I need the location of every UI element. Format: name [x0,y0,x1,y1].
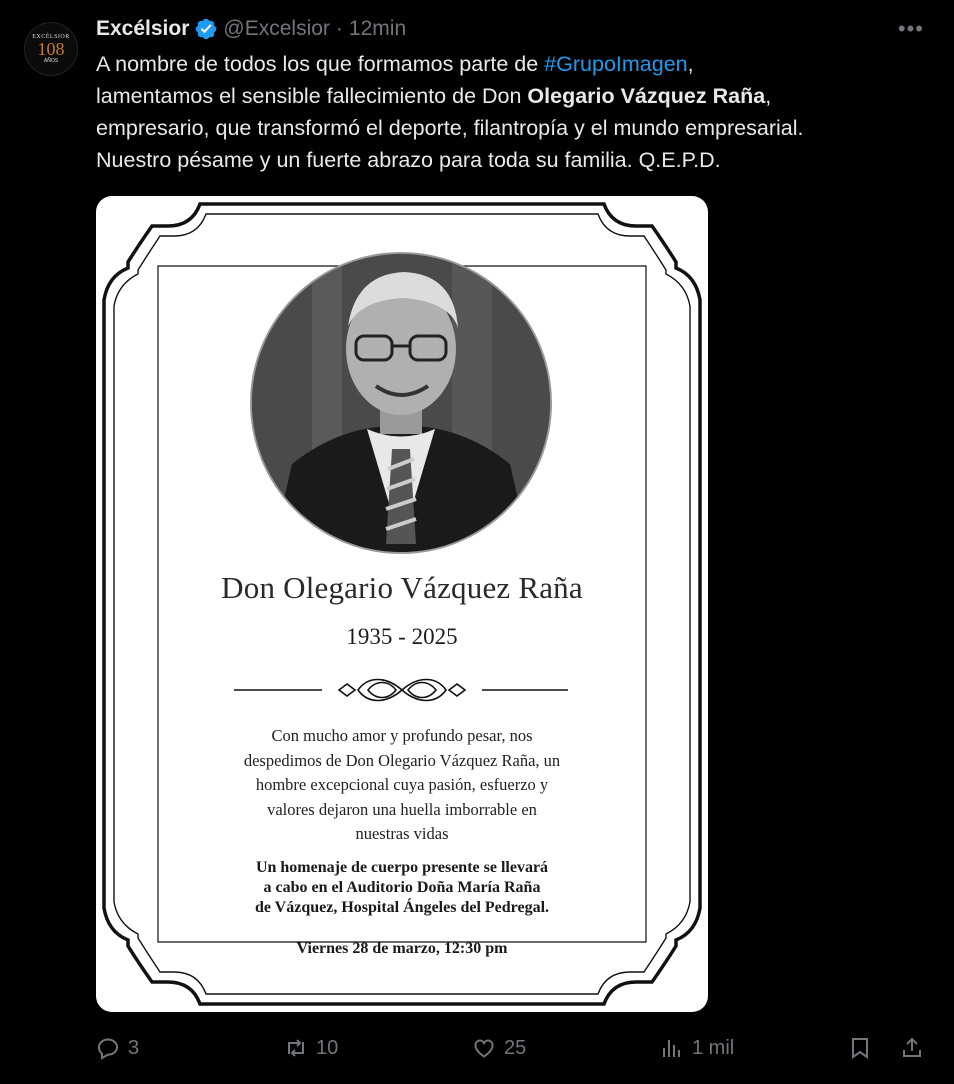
tweet-text-part: lamentamos el sensible fallecimiento de Don [96,84,528,108]
card-paragraph-line: valores dejaron una huella imborrable en [267,799,537,819]
tweet-bold-name: Olegario Vázquez Raña [527,84,766,108]
bookmark-icon [848,1036,872,1060]
repost-icon [284,1036,308,1060]
card-paragraph-line: despedimos de Don Olegario Vázquez Raña, un [243,750,561,770]
separator-dot: · [335,17,343,40]
tweet-header [96,14,406,44]
repost-count: 10 [316,1036,339,1059]
portrait-photo [250,252,552,554]
repost-button[interactable] [284,1032,338,1064]
reply-icon [96,1036,120,1060]
tweet-text-part: , [687,52,694,76]
share-icon [900,1036,924,1060]
tweet-time[interactable]: 12min [348,17,407,40]
tweet-line-1 [96,48,936,80]
action-bar [96,1032,926,1068]
more-icon[interactable]: ••• [897,16,924,41]
card-event-line: Un homenaje de cuerpo presente se llevará [255,859,549,876]
avatar[interactable] [24,22,78,76]
card-event [96,858,708,918]
like-button[interactable] [472,1032,526,1064]
like-count: 25 [504,1036,527,1059]
tweet-line-3: empresario, que transformó el deporte, filantropía y el mundo empresarial. [96,116,804,140]
share-button[interactable] [900,1032,932,1064]
verified-badge-icon [194,17,218,41]
views-icon [660,1036,684,1060]
card-paragraph-line: hombre excepcional cuya pasión, esfuerzo y [255,775,549,794]
views-button[interactable] [660,1032,734,1064]
card-paragraph-line: nuestras vidas [355,824,449,843]
tweet-line-4: Nuestro pésame y un fuerte abrazo para toda su familia. Q.E.P.D. [96,148,721,172]
tweet-line-2 [96,80,936,112]
ornament-divider [234,680,568,701]
card-paragraph [96,724,708,847]
bookmark-button[interactable] [848,1032,880,1064]
views-count: 1 mil [692,1036,735,1059]
avatar-sub: AÑOS [43,58,59,64]
tweet-text-part: A nombre de todos los que formamos parte de [96,52,545,76]
tweet-text-part: , [765,84,772,108]
reply-count: 3 [128,1036,140,1059]
like-icon [472,1036,496,1060]
card-date: Viernes 28 de marzo, 12:30 pm [296,940,508,957]
hashtag-link[interactable]: #GrupoImagen [544,52,688,76]
card-paragraph-line: Con mucho amor y profundo pesar, nos [271,726,533,745]
card-name: Don Olegario Vázquez Raña [221,570,583,605]
tweet-media-card[interactable] [96,196,708,1012]
account-handle[interactable]: @Excelsior [223,17,330,40]
portrait-illustration [252,254,550,552]
card-event-line: de Vázquez, Hospital Ángeles del Pedregal. [254,899,550,916]
card-years: 1935 - 2025 [346,624,458,649]
card-event-line: a cabo en el Auditorio Doña María Raña [263,879,541,896]
account-name[interactable]: Excélsior [96,17,190,40]
avatar-number: 108 [37,39,65,59]
reply-button[interactable] [96,1032,139,1064]
tweet-text [96,48,936,176]
avatar-brand: EXCÉLSIOR [32,34,70,40]
